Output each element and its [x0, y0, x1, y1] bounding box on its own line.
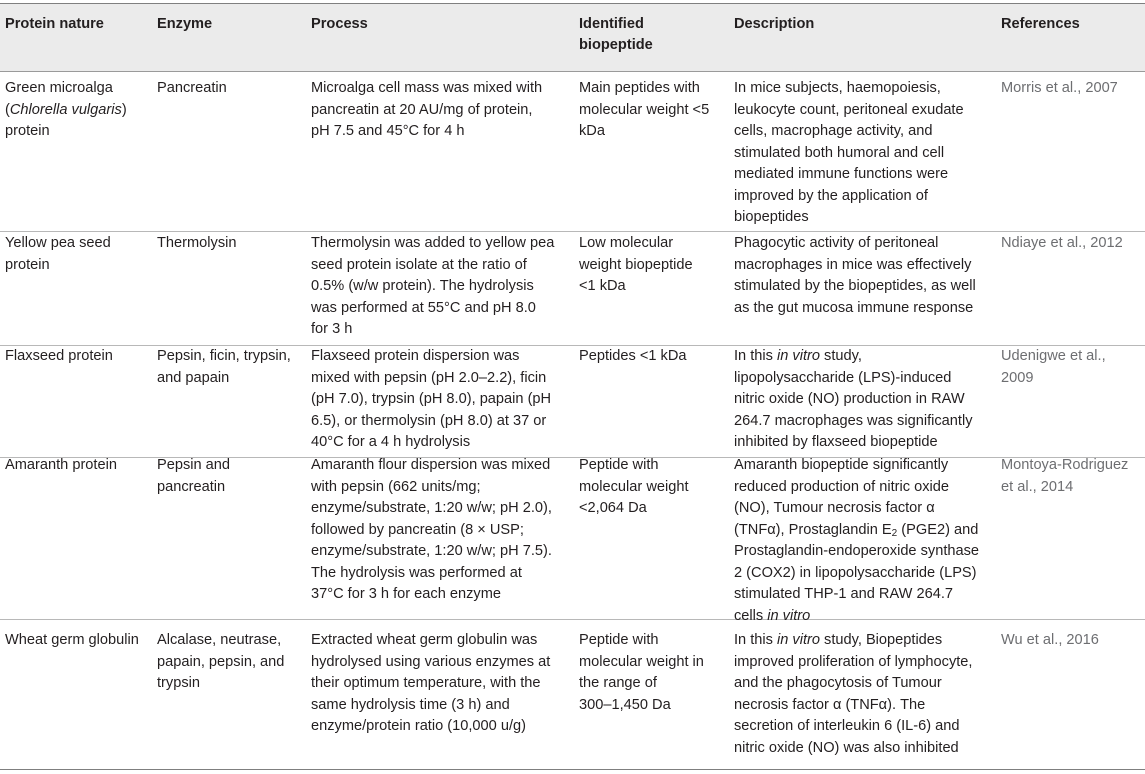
- cell-reference: Morris et al., 2007: [1001, 80, 1118, 96]
- cell-identified-biopeptide: Peptide with molecular weight in the range of 300–1,450 Da: [579, 632, 704, 713]
- header-references: References: [1001, 16, 1080, 32]
- cell-enzyme: Pancreatin: [157, 80, 227, 96]
- cell-identified-biopeptide: Peptides <1 kDa: [579, 348, 687, 364]
- cell-process: Flaxseed protein dispersion was mixed with pepsin (pH 2.0–2.2), ficin (pH 7.0), trypsin (pH 8.0), papain (pH 6.5), or thermolysin (pH 8.0) at 37 or 40°C for a 4 h hydrolysis: [311, 348, 552, 450]
- header-identified-line-1: Identified: [579, 16, 644, 32]
- cell-process: Microalga cell mass was mixed with pancreatin at 20 AU/mg of protein, pH 7.5 and 45°C for 4 h: [311, 80, 543, 139]
- table-header-row: [0, 4, 1145, 72]
- cell-description: In mice subjects, haemopoiesis, leukocyte count, peritoneal exudate cells, macrophage activity, and stimulated both humoral and cell mediated immune functions were improved by the application of biopeptides: [734, 80, 964, 225]
- cell-identified-biopeptide: Low molecular weight biopeptide <1 kDa: [579, 235, 693, 294]
- cell-description: Amaranth biopeptide significantly reduced production of nitric oxide (NO), Tumour necrosis factor α (TNFα), Prostaglandin $E_2$ (PGE2) and Prostaglandin-endoperoxide synthase 2 (COX2) in lipopolysaccharide (LPS) stimulated THP-1 and RAW 264.7 cells in vitro: [734, 457, 980, 624]
- cell-protein-nature: Wheat germ globulin: [5, 632, 139, 648]
- header-process: Process: [311, 16, 368, 32]
- table-row: [0, 457, 1145, 624]
- cell-identified-biopeptide: Peptide with molecular weight <2,064 Da: [579, 457, 689, 516]
- cell-enzyme: Pepsin and pancreatin: [157, 457, 231, 495]
- cell-reference: Ndiaye et al., 2012: [1001, 235, 1123, 251]
- cell-process: Extracted wheat germ globulin was hydrolysed using various enzymes at their optimum temperature, with the same hydrolysis time (3 h) and enzyme/protein ratio (10,000 u/g): [311, 632, 551, 734]
- table-row: [0, 346, 1145, 458]
- cell-reference: Udenigwe et al., 2009: [1001, 348, 1106, 386]
- cell-enzyme: Pepsin, ficin, trypsin, and papain: [157, 348, 291, 386]
- cell-reference: Montoya-Rodriguez et al., 2014: [1001, 457, 1129, 495]
- cell-description: In this in vitro study, Biopeptides improved proliferation of lymphocyte, and the phagocytosis of Tumour necrosis factor α (TNFα). The secretion of interleukin 6 (IL-6) and nitric oxide (NO) was also inhibited: [734, 632, 973, 756]
- cell-description: In this in vitro study, lipopolysaccharide (LPS)-induced nitric oxide (NO) production in RAW 264.7 macrophages was significantly inhibited by flaxseed biopeptide: [734, 348, 973, 450]
- cell-process: Amaranth flour dispersion was mixed with pepsin (662 units/mg; enzyme/substrate, 1:20 w/w; pH 2.0), followed by pancreatin (8 × USP; enzyme/substrate, 1:20 w/w; pH 7.5). The hydrolysis was performed at 37°C for 3 h for each enzyme: [311, 457, 552, 602]
- cell-description: Phagocytic activity of peritoneal macrophages in mice was effectively stimulated by the biopeptides, as well as the gut mucosa immune response: [734, 235, 976, 316]
- table-bottom-rule: [0, 769, 1145, 770]
- cell-protein-nature: Yellow pea seed protein: [5, 235, 111, 273]
- cell-protein-nature: Flaxseed protein: [5, 348, 113, 364]
- cell-protein-nature: Green microalga (Chlorella vulgaris) protein: [5, 80, 127, 139]
- table-row: [0, 620, 1145, 769]
- table-row: [0, 232, 1145, 346]
- cell-process: Thermolysin was added to yellow pea seed protein isolate at the ratio of 0.5% (w/w protein). The hydrolysis was performed at 55°C and pH 8.0 for 3 h: [311, 235, 555, 337]
- header-description: Description: [734, 16, 815, 32]
- cell-enzyme: Thermolysin: [157, 235, 237, 251]
- cell-enzyme: Alcalase, neutrase, papain, pepsin, and trypsin: [157, 632, 285, 691]
- header-enzyme: Enzyme: [157, 16, 213, 32]
- table-row: [0, 72, 1145, 232]
- header-protein-nature: Protein nature: [5, 16, 104, 32]
- cell-reference: Wu et al., 2016: [1001, 632, 1099, 648]
- cell-identified-biopeptide: Main peptides with molecular weight <5 kDa: [579, 80, 710, 139]
- header-identified-line-2: biopeptide: [579, 37, 653, 53]
- cell-protein-nature: Amaranth protein: [5, 457, 117, 473]
- header-identified-biopeptide: [579, 14, 653, 56]
